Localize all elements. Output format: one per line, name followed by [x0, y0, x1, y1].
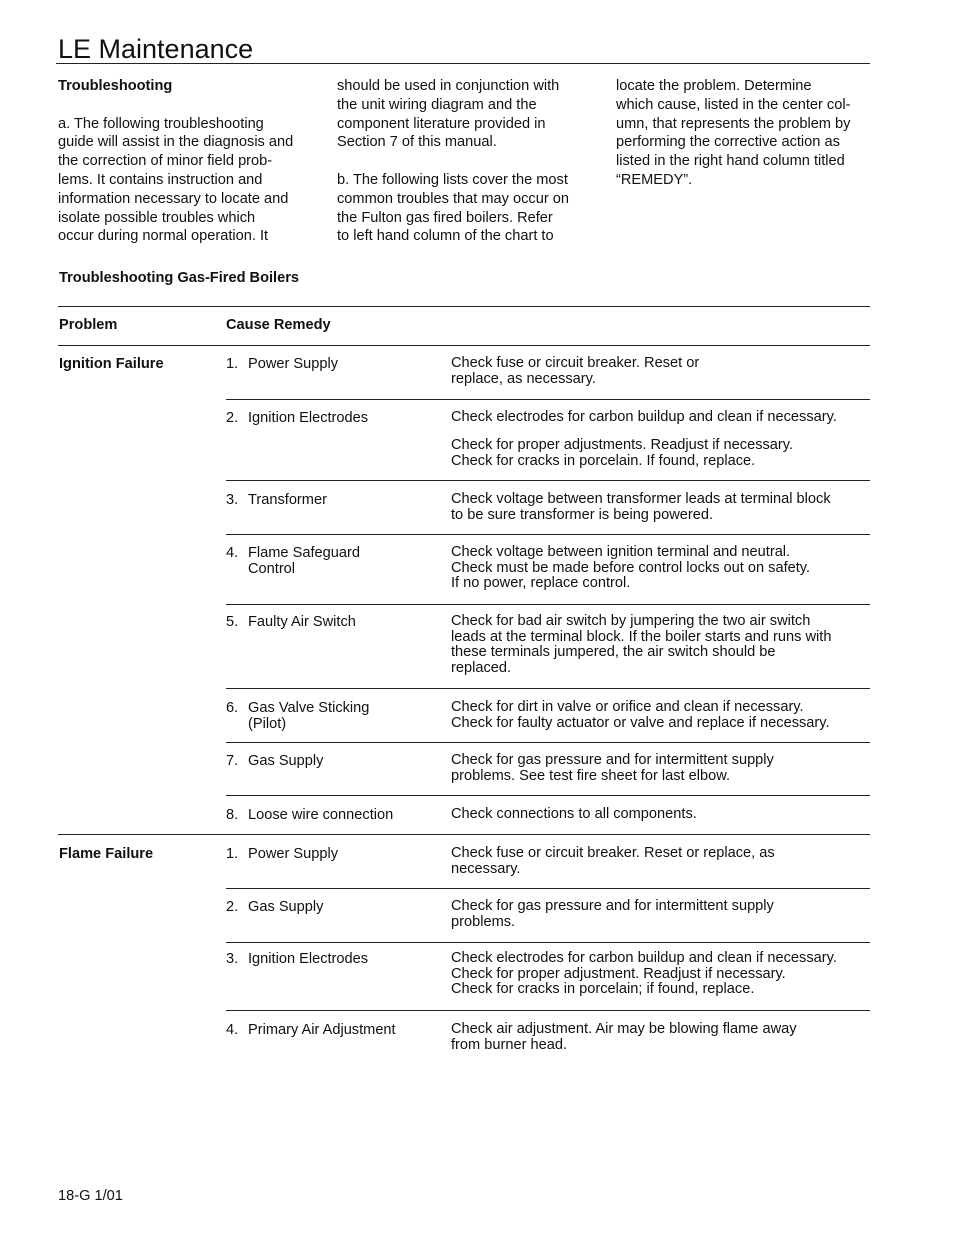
row-divider [226, 534, 870, 535]
intro-line: information necessary to locate and [58, 190, 289, 207]
cause-text: Ignition Electrodes [248, 951, 369, 967]
title-divider [56, 63, 870, 64]
remedy-line: replace, as necessary. [451, 370, 596, 387]
remedy-line: Check for cracks in porcelain; if found, replace. [451, 981, 755, 998]
cause-item [226, 807, 441, 823]
intro-line: a. The following troubleshooting [58, 115, 264, 132]
cause-item [226, 899, 441, 915]
cause-item [226, 700, 441, 732]
cause-item [226, 492, 441, 508]
cause-number: 3. [226, 492, 239, 508]
remedy-line: Check electrodes for carbon buildup and clean if necessary. [451, 409, 837, 425]
row-divider [226, 399, 870, 400]
intro-line: b. The following lists cover the most [337, 171, 568, 188]
intro-line: the correction of minor field prob- [58, 153, 273, 170]
remedy-line: problems. [451, 913, 516, 930]
remedy-line: from burner head. [451, 1036, 568, 1053]
cause-text: (Pilot) [248, 716, 287, 732]
remedy-line: Check voltage between ignition terminal and neutral. [451, 544, 791, 560]
cause-item [226, 951, 441, 967]
problem-ignition-failure: Ignition Failure [59, 356, 164, 372]
remedy-text [451, 700, 871, 731]
cause-number: 4. [226, 545, 239, 561]
intro-line: occur during normal operation. It [58, 228, 269, 245]
cause-item [226, 356, 441, 372]
intro-column-3 [616, 77, 878, 190]
remedy-line: Check fuse or circuit breaker. Reset or [451, 355, 700, 371]
remedy-line: leads at the terminal block. If the boiler starts and runs with [451, 628, 832, 645]
row-divider [226, 795, 870, 796]
remedy-text [451, 545, 871, 592]
cause-number: 2. [226, 410, 239, 426]
remedy-line: Check connections to all components. [451, 806, 697, 822]
intro-column-2 [337, 77, 599, 246]
intro-line: Section 7 of this manual. [337, 134, 497, 151]
remedy-line: If no power, replace control. [451, 575, 631, 592]
row-divider [226, 688, 870, 689]
cause-number: 3. [226, 951, 239, 967]
remedy-line: Check for cracks in porcelain. If found, replace. [451, 452, 756, 469]
remedy-text [451, 951, 871, 998]
remedy-line: necessary. [451, 860, 521, 877]
remedy-line: to be sure transformer is being powered. [451, 506, 714, 523]
remedy-line: Check for proper adjustment. Readjust if necessary. [451, 965, 786, 982]
remedy-line: Check for faulty actuator or valve and replace if necessary. [451, 714, 830, 731]
cause-text: Power Supply [248, 356, 339, 372]
intro-line: isolate possible troubles which [58, 209, 256, 226]
remedy-line: Check fuse or circuit breaker. Reset or replace, as [451, 845, 775, 861]
intro-line: the unit wiring diagram and the [337, 96, 537, 113]
cause-text: Flame Safeguard [248, 545, 360, 561]
remedy-line: Check voltage between transformer leads at terminal block [451, 491, 831, 507]
section-heading: Troubleshooting [58, 78, 173, 94]
remedy-text [451, 614, 871, 676]
remedy-line: Check for gas pressure and for intermittent supply [451, 752, 774, 768]
cause-number: 4. [226, 1022, 239, 1038]
cause-item [226, 753, 441, 769]
cause-text: Faulty Air Switch [248, 614, 356, 630]
cause-number: 1. [226, 356, 239, 372]
intro-line: “REMEDY”. [616, 171, 693, 188]
cause-number: 6. [226, 700, 239, 716]
column-header-problem: Problem [59, 317, 118, 333]
remedy-line: Check electrodes for carbon buildup and clean if necessary. [451, 950, 837, 966]
cause-text: Transformer [248, 492, 327, 508]
cause-number: 8. [226, 807, 239, 823]
intro-line: common troubles that may occur on [337, 190, 569, 207]
remedy-line: Check for dirt in valve or orifice and clean if necessary. [451, 699, 804, 715]
remedy-line: Check for proper adjustments. Readjust if necessary. [451, 437, 794, 453]
cause-text: Gas Supply [248, 899, 324, 915]
intro-line: guide will assist in the diagnosis and [58, 134, 294, 151]
cause-text: Control [248, 561, 296, 577]
intro-line: lems. It contains instruction and [58, 171, 263, 188]
cause-text: Loose wire connection [248, 807, 394, 823]
remedy-line: Check for gas pressure and for intermittent supply [451, 898, 774, 914]
section-divider [58, 834, 870, 835]
remedy-line: Check for bad air switch by jumpering the two air switch [451, 613, 811, 629]
row-divider [226, 942, 870, 943]
cause-text: Gas Valve Sticking [248, 700, 370, 716]
remedy-line: replaced. [451, 659, 512, 676]
remedy-line: problems. See test fire sheet for last elbow. [451, 767, 731, 784]
remedy-text [451, 807, 871, 823]
row-divider [226, 480, 870, 481]
intro-line: component literature provided in [337, 115, 546, 132]
table-top-rule [58, 306, 870, 307]
cause-text: Primary Air Adjustment [248, 1022, 396, 1038]
cause-item [226, 545, 441, 577]
cause-number: 2. [226, 899, 239, 915]
intro-line: should be used in conjunction with [337, 78, 560, 94]
row-divider [226, 1010, 870, 1011]
intro-line: listed in the right hand column titled [616, 153, 845, 170]
remedy-text [451, 492, 871, 523]
column-header-cause-remedy: Cause Remedy [226, 317, 331, 333]
intro-line: which cause, listed in the center col- [616, 96, 851, 113]
cause-number: 7. [226, 753, 239, 769]
cause-text: Gas Supply [248, 753, 324, 769]
intro-line: to left hand column of the chart to [337, 228, 554, 245]
remedy-text [451, 1022, 871, 1053]
remedy-text [451, 410, 871, 426]
cause-item [226, 846, 441, 862]
intro-column-1 [58, 77, 320, 246]
row-divider [226, 888, 870, 889]
remedy-text [451, 899, 871, 930]
problem-flame-failure: Flame Failure [59, 846, 154, 862]
cause-number: 1. [226, 846, 239, 862]
cause-item [226, 614, 441, 630]
remedy-line: these terminals jumpered, the air switch should be [451, 644, 776, 661]
cause-item [226, 410, 441, 426]
header-rule [58, 345, 870, 346]
page-title: LE Maintenance [58, 34, 254, 64]
cause-text: Ignition Electrodes [248, 410, 369, 426]
remedy-line: Check air adjustment. Air may be blowing flame away [451, 1021, 797, 1037]
remedy-text [451, 438, 871, 469]
cause-text: Power Supply [248, 846, 339, 862]
row-divider [226, 604, 870, 605]
intro-line: performing the corrective action as [616, 134, 840, 151]
intro-line: umn, that represents the problem by [616, 115, 851, 132]
remedy-text [451, 356, 871, 387]
row-divider [226, 742, 870, 743]
intro-line: the Fulton gas fired boilers. Refer [337, 209, 553, 226]
cause-item [226, 1022, 441, 1038]
remedy-text [451, 753, 871, 784]
table-title: Troubleshooting Gas-Fired Boilers [59, 270, 300, 286]
remedy-text [451, 846, 871, 877]
remedy-line: Check must be made before control locks out on safety. [451, 559, 811, 576]
cause-number: 5. [226, 614, 239, 630]
intro-line: locate the problem. Determine [616, 78, 812, 94]
page-footer: 18-G 1/01 [58, 1188, 123, 1204]
